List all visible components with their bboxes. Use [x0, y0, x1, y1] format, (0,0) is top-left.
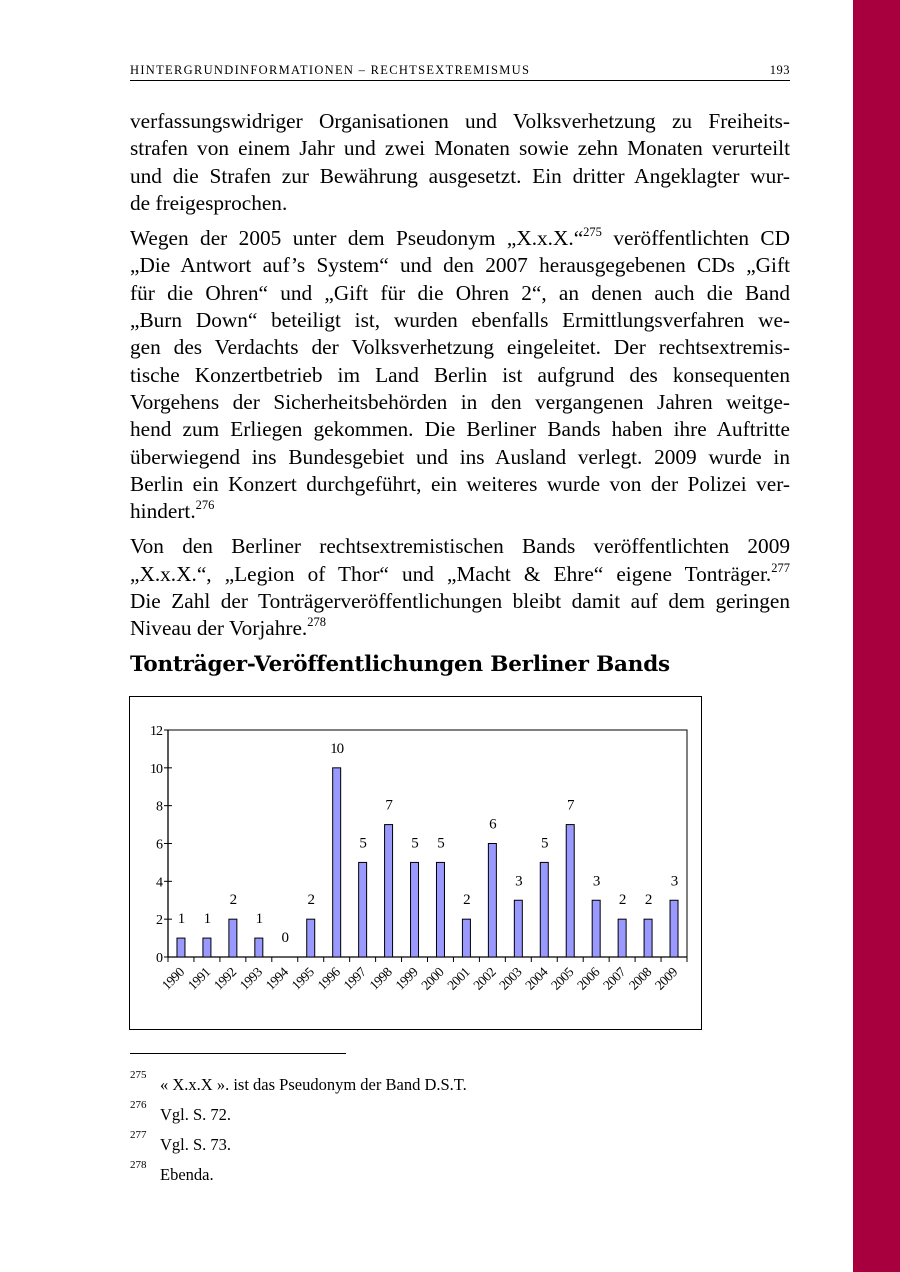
- data-label: 3: [515, 873, 522, 890]
- paragraph-1: [130, 108, 790, 217]
- bar: [203, 938, 211, 957]
- chart-canvas: [130, 697, 701, 1029]
- x-tick-label: 1997: [340, 964, 369, 993]
- footnote-ref-276[interactable]: 276: [195, 498, 215, 513]
- text-line: „Burn Down“ beteiligt ist, wurden ebenfalls Ermittlungsverfahren we-: [130, 308, 790, 333]
- data-label: 7: [385, 797, 392, 814]
- text-line: und die Strafen zur Bewährung ausgesetzt. Ein dritter Angeklagter wur-: [130, 163, 790, 188]
- data-label: 5: [541, 835, 548, 852]
- text-line: gen des Verdachts der Volksverhetzung eingeleitet. Der rechtsextremis-: [130, 335, 790, 360]
- x-tick-label: 1993: [236, 964, 265, 993]
- bar: [644, 919, 652, 957]
- text-line: verfassungswidriger Organisationen und Volksverhetzung zu Freiheits-: [130, 109, 790, 133]
- data-label: 5: [411, 835, 418, 852]
- x-tick-label: 2006: [574, 964, 603, 993]
- bar: [462, 919, 470, 957]
- x-tick-label: 1999: [392, 964, 421, 993]
- bar: [255, 938, 263, 957]
- footnote-ref-275[interactable]: 275: [583, 225, 602, 240]
- data-label: 2: [463, 892, 470, 909]
- x-tick-label: 2007: [599, 964, 629, 993]
- bar-chart: [129, 696, 702, 1030]
- paragraph-3: [130, 533, 790, 642]
- decorative-sidebar: [853, 0, 900, 1272]
- text-line: „Die Antwort auf’s System“ und den 2007 herausgegebenen CDs „Gift: [130, 253, 790, 278]
- bar: [229, 919, 237, 957]
- plot-area-frame: [168, 730, 687, 957]
- x-tick-label: 2001: [444, 964, 473, 993]
- text-line: tische Konzertbetrieb im Land Berlin ist aufgrund des konsequenten: [130, 362, 790, 387]
- data-label: 1: [203, 911, 211, 928]
- text-segment: Wegen der 2005 unter dem Pseudonym „X.x.X.“: [130, 226, 584, 251]
- x-tick-label: 1992: [210, 964, 239, 993]
- header-title: HINTERGRUNDINFORMATIONEN – RECHTSEXTREMISMUS: [130, 63, 531, 77]
- footnote-text: Vgl. S. 73.: [160, 1135, 232, 1154]
- footnote-ref-277[interactable]: 277: [771, 560, 790, 575]
- text-line: strafen von einem Jahr und zwei Monaten sowie zehn Monaten verurteilt: [130, 136, 790, 161]
- data-label: 5: [359, 835, 366, 852]
- x-tick-label: 2008: [625, 964, 655, 993]
- x-tick-label: 2004: [522, 964, 551, 993]
- page-number: 193: [769, 63, 790, 77]
- text-line: Berlin ein Konzert durchgeführt, ein weiteres wurde von der Polizei ver-: [130, 471, 790, 496]
- bar: [670, 900, 678, 957]
- text-line: Von den Berliner rechtsextremistischen Bands veröffentlichten 2009: [130, 534, 790, 559]
- x-tick-label: 1994: [262, 964, 291, 993]
- bar: [333, 768, 341, 957]
- data-label: 3: [592, 873, 600, 890]
- bar: [411, 862, 419, 957]
- text-line: [130, 561, 790, 588]
- footnote-text: Vgl. S. 72.: [160, 1105, 232, 1124]
- x-tick-label: 1990: [158, 964, 188, 993]
- text-segment: hindert.: [130, 499, 196, 524]
- data-label: 10: [330, 740, 344, 757]
- text-line: de freigesprochen.: [130, 190, 288, 215]
- text-segment: „X.x.X.“, „Legion of Thor“ und „Macht & Ehre“ eigene Tonträger.: [130, 561, 772, 586]
- text-line: für die Ohren“ und „Gift für die Ohren 2“, an denen auch die Band: [130, 280, 790, 305]
- y-tick-label: 12: [150, 724, 162, 739]
- y-tick-label: 10: [150, 761, 162, 777]
- text-segment: veröffentlichten CD: [601, 226, 790, 251]
- x-tick-label: 2009: [651, 964, 681, 993]
- footnote-text: « X.x.X ». ist das Pseudonym der Band D.S.T.: [160, 1075, 467, 1094]
- footnote-separator: [130, 1053, 346, 1054]
- footnote-ref-278[interactable]: 278: [307, 615, 326, 630]
- data-label: 2: [644, 892, 652, 909]
- bar: [307, 919, 315, 957]
- text-line: [130, 225, 790, 252]
- data-label: 1: [255, 911, 263, 928]
- bar: [618, 919, 626, 957]
- text-line: hend zum Erliegen gekommen. Die Berliner Bands haben ihre Auftritte: [130, 417, 790, 442]
- x-tick-label: 1998: [366, 964, 395, 993]
- text-line: Vorgehens der Sicherheitsbehörden in den vergangenen Jahren weitge-: [130, 389, 790, 414]
- x-tick-label: 2000: [418, 964, 447, 993]
- bar: [177, 938, 185, 957]
- running-header: [130, 63, 790, 81]
- bar: [514, 900, 522, 957]
- data-label: 2: [307, 892, 314, 909]
- text-line: Die Zahl der Tonträgerveröffentlichungen bleibt damit auf dem geringen: [130, 589, 790, 614]
- y-tick-label: 6: [156, 837, 162, 853]
- text-segment: Niveau der Vorjahre.: [130, 616, 308, 641]
- text-line: überwiegend ins Bundesgebiet und ins Ausland verlegt. 2009 wurde in: [130, 444, 790, 469]
- bar: [488, 844, 496, 958]
- x-tick-label: 2003: [496, 964, 525, 993]
- y-tick-label: 2: [156, 913, 162, 929]
- bar: [436, 862, 444, 957]
- data-label: 5: [437, 835, 444, 852]
- x-tick-label: 2002: [470, 964, 499, 993]
- bar: [359, 862, 367, 957]
- data-label: 2: [618, 892, 626, 909]
- text-line: [130, 498, 790, 525]
- data-label: 7: [566, 797, 574, 814]
- x-tick-label: 1996: [314, 964, 343, 993]
- y-tick-label: 8: [156, 799, 162, 815]
- bar: [540, 862, 548, 957]
- y-tick-label: 4: [156, 875, 162, 891]
- footnote-text: Ebenda.: [160, 1165, 214, 1184]
- text-line: [130, 615, 790, 642]
- data-label: 6: [489, 816, 496, 833]
- data-label: 0: [281, 930, 289, 946]
- bar: [566, 825, 574, 957]
- chart-title: Tonträger-Veröffentlichungen Berliner Bands: [130, 652, 670, 677]
- x-tick-label: 2005: [548, 964, 577, 993]
- bar: [592, 900, 600, 957]
- y-tick-label: 0: [156, 951, 162, 966]
- data-label: 1: [177, 911, 185, 928]
- x-tick-label: 1995: [288, 964, 317, 993]
- data-label: 3: [670, 873, 678, 890]
- bar: [385, 825, 393, 957]
- paragraph-2: [130, 225, 790, 525]
- data-label: 2: [229, 892, 237, 909]
- body-text: [130, 108, 790, 651]
- x-tick-label: 1991: [184, 964, 214, 993]
